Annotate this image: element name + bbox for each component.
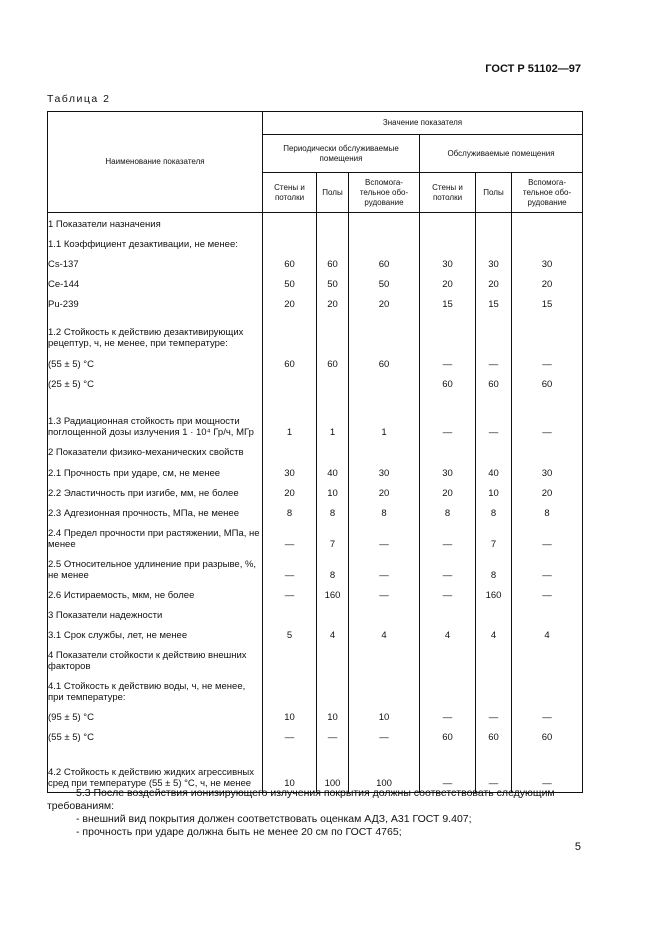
indicator-value: 30 (420, 461, 476, 482)
indicator-value (263, 233, 317, 253)
indicator-value (263, 441, 317, 461)
table-row (48, 441, 583, 461)
indicator-value: 8 (263, 502, 317, 522)
indicator-value (317, 313, 349, 352)
indicator-value (349, 675, 420, 706)
table-row (48, 584, 583, 604)
indicator-name: 2.2 Эластичность при изгибе, мм, не более (48, 482, 263, 502)
table-row (48, 273, 583, 293)
indicator-value (420, 675, 476, 706)
indicator-value (263, 313, 317, 352)
indicator-value: 60 (476, 726, 512, 746)
indicator-name: 1.2 Стойкость к действию дезактивирующих рецептур, ч, не менее, при температуре: (48, 313, 263, 352)
indicator-value (420, 644, 476, 675)
indicator-value (512, 213, 583, 233)
indicator-name: (55 ± 5) °С (48, 726, 263, 746)
indicator-value: 15 (476, 293, 512, 313)
indicator-value: 20 (349, 482, 420, 502)
indicator-value (476, 233, 512, 253)
indicator-value (317, 441, 349, 461)
indicator-value (263, 675, 317, 706)
indicator-value (349, 644, 420, 675)
indicator-value: 30 (263, 461, 317, 482)
indicator-value: — (263, 584, 317, 604)
indicator-value (512, 313, 583, 352)
document-code: ГОСТ Р 51102—97 (485, 63, 581, 75)
indicator-name: Ce-144 (48, 273, 263, 293)
indicator-value: 20 (420, 482, 476, 502)
paragraph-5-3: 5.3 После воздействия ионизирующего излучения покрытия должны соответствовать следующим требованиям: (47, 787, 555, 812)
indicator-value: 8 (349, 502, 420, 522)
indicator-value (317, 373, 349, 393)
table-row (48, 373, 583, 393)
indicator-value: 20 (317, 293, 349, 313)
table-row (48, 213, 583, 233)
indicator-value (420, 213, 476, 233)
table-row (48, 461, 583, 482)
indicator-value: 1 (317, 393, 349, 441)
requirement-impact-strength: - прочность при ударе должна быть не менее 20 см по ГОСТ 4765; (76, 826, 402, 838)
indicator-value (512, 233, 583, 253)
indicator-value: — (349, 553, 420, 584)
indicator-value: 60 (420, 373, 476, 393)
indicator-value: — (512, 553, 583, 584)
requirement-appearance: - внешний вид покрытия должен соответствовать оценкам АДЗ, А31 ГОСТ 9.407; (76, 813, 472, 825)
table-row (48, 604, 583, 624)
table-row (48, 624, 583, 644)
indicator-value: 30 (476, 253, 512, 273)
indicator-value: 20 (512, 482, 583, 502)
indicator-value: 8 (476, 502, 512, 522)
indicator-value (420, 313, 476, 352)
indicator-value: 30 (512, 253, 583, 273)
indicator-name: (25 ± 5) °С (48, 373, 263, 393)
indicator-value: 15 (512, 293, 583, 313)
table-row (48, 313, 583, 352)
indicator-value (420, 233, 476, 253)
indicator-value: 4 (349, 624, 420, 644)
indicator-value: 60 (476, 373, 512, 393)
indicator-name: (55 ± 5) °С (48, 352, 263, 373)
indicator-value: — (476, 706, 512, 726)
indicator-value (349, 441, 420, 461)
indicator-value: — (420, 553, 476, 584)
indicator-value: — (512, 393, 583, 441)
indicator-value: 10 (317, 482, 349, 502)
indicator-value (317, 604, 349, 624)
indicator-value (349, 213, 420, 233)
indicator-name: 1.3 Радиационная стойкость при мощности поглощенной дозы излучения 1 · 10⁴ Гр/ч, МГр (48, 393, 263, 441)
indicator-value: — (476, 393, 512, 441)
indicator-value (349, 313, 420, 352)
indicator-name: (95 ± 5) °С (48, 706, 263, 726)
table-row (48, 233, 583, 253)
header-equipment-serviced: Вспомога-тельное обо-рудование (512, 173, 583, 213)
table-row (48, 393, 583, 441)
indicator-value: 60 (420, 726, 476, 746)
indicator-value (420, 441, 476, 461)
indicator-value (349, 373, 420, 393)
table-row (48, 706, 583, 726)
indicator-name: 1.1 Коэффициент дезактивации, не менее: (48, 233, 263, 253)
indicator-value (512, 644, 583, 675)
indicator-value (263, 213, 317, 233)
indicator-value: — (512, 352, 583, 373)
indicator-value: 60 (263, 352, 317, 373)
indicator-value: 4 (317, 624, 349, 644)
indicator-value: 10 (349, 706, 420, 726)
header-indicator-name: Наименование показателя (48, 112, 263, 213)
indicator-value (420, 604, 476, 624)
indicator-value: 50 (263, 273, 317, 293)
indicator-value: — (420, 706, 476, 726)
table-row (48, 522, 583, 553)
indicator-value: 30 (512, 461, 583, 482)
indicator-name: 4.2 Стойкость к действию жидких агрессивных сред при температуре (55 ± 5) °С, ч, не менее (48, 746, 263, 793)
table-row (48, 253, 583, 273)
indicator-name: Cs-137 (48, 253, 263, 273)
indicator-value: 30 (349, 461, 420, 482)
indicator-value: 60 (512, 373, 583, 393)
table-row (48, 746, 583, 793)
header-floors-periodic: Полы (317, 173, 349, 213)
table-row (48, 553, 583, 584)
indicator-value: 60 (317, 253, 349, 273)
indicator-value (317, 233, 349, 253)
indicator-value: — (476, 352, 512, 373)
indicator-value: 60 (317, 352, 349, 373)
table-caption: Таблица 2 (47, 93, 111, 105)
indicator-value: 160 (317, 584, 349, 604)
indicator-value: 10 (476, 482, 512, 502)
indicator-name: 2.6 Истираемость, мкм, не более (48, 584, 263, 604)
indicator-value: — (476, 746, 512, 793)
indicator-value (476, 675, 512, 706)
indicator-value: 20 (263, 482, 317, 502)
indicator-value: 10 (263, 706, 317, 726)
indicator-value: — (349, 522, 420, 553)
indicator-value: 40 (476, 461, 512, 482)
indicator-value: 8 (476, 553, 512, 584)
indicator-value (263, 604, 317, 624)
indicator-name: Pu-239 (48, 293, 263, 313)
indicator-value: 50 (317, 273, 349, 293)
indicator-value: 60 (349, 352, 420, 373)
indicator-value: 50 (349, 273, 420, 293)
header-walls-serviced: Стены и потолки (420, 173, 476, 213)
indicator-value: 100 (317, 746, 349, 793)
indicator-value (476, 604, 512, 624)
indicator-value: 4 (420, 624, 476, 644)
indicator-value: 30 (420, 253, 476, 273)
header-walls-periodic: Стены и потолки (263, 173, 317, 213)
indicator-value: 20 (512, 273, 583, 293)
indicator-value (476, 441, 512, 461)
indicator-value (476, 213, 512, 233)
indicator-value (512, 604, 583, 624)
indicator-value (317, 675, 349, 706)
indicator-value: 20 (263, 293, 317, 313)
indicator-value: 15 (420, 293, 476, 313)
header-indicator-value: Значение показателя (263, 112, 583, 135)
indicator-value: — (420, 746, 476, 793)
header-serviced-rooms: Обслуживаемые помещения (420, 135, 583, 173)
indicator-value: — (263, 522, 317, 553)
page-number: 5 (574, 841, 581, 853)
indicator-value: — (349, 584, 420, 604)
indicator-value: 8 (420, 502, 476, 522)
indicator-value (512, 675, 583, 706)
indicator-name: 1 Показатели назначения (48, 213, 263, 233)
indicator-value: 60 (512, 726, 583, 746)
table-row (48, 726, 583, 746)
indicator-value: 5 (263, 624, 317, 644)
indicator-value (317, 213, 349, 233)
indicator-value: 7 (476, 522, 512, 553)
indicator-name: 2.1 Прочность при ударе, см, не менее (48, 461, 263, 482)
indicator-name: 2 Показатели физико-механических свойств (48, 441, 263, 461)
indicator-value: 20 (420, 273, 476, 293)
table-row (48, 293, 583, 313)
indicator-value: 8 (317, 553, 349, 584)
indicator-value: — (420, 584, 476, 604)
indicator-value: — (512, 746, 583, 793)
indicator-value: 60 (349, 253, 420, 273)
indicator-value: 4 (476, 624, 512, 644)
table-row (48, 352, 583, 373)
indicator-value: — (512, 522, 583, 553)
indicator-value (317, 644, 349, 675)
indicator-name: 4.1 Стойкость к действию воды, ч, не менее, при температуре: (48, 675, 263, 706)
header-floors-serviced: Полы (476, 173, 512, 213)
header-periodic-rooms: Периодически обслуживаемые помещения (263, 135, 420, 173)
indicator-value: — (420, 393, 476, 441)
indicator-value: 8 (512, 502, 583, 522)
indicator-value (476, 644, 512, 675)
table-row (48, 644, 583, 675)
indicator-value: — (512, 584, 583, 604)
indicator-name: 2.5 Относительное удлинение при разрыве, %, не менее (48, 553, 263, 584)
indicator-value: — (263, 553, 317, 584)
indicator-value: 10 (317, 706, 349, 726)
table-row (48, 675, 583, 706)
indicator-name: 2.3 Адгезионная прочность, МПа, не менее (48, 502, 263, 522)
indicator-name: 4 Показатели стойкости к действию внешних факторов (48, 644, 263, 675)
indicator-name: 3.1 Срок службы, лет, не менее (48, 624, 263, 644)
table-row (48, 502, 583, 522)
indicator-value: 4 (512, 624, 583, 644)
indicator-value: 8 (317, 502, 349, 522)
indicator-value: 40 (317, 461, 349, 482)
indicator-value: — (420, 352, 476, 373)
indicator-value: 10 (263, 746, 317, 793)
indicator-value (349, 604, 420, 624)
indicator-value: 100 (349, 746, 420, 793)
table-row (48, 482, 583, 502)
indicator-value: 7 (317, 522, 349, 553)
indicator-value: 1 (349, 393, 420, 441)
indicator-value: 60 (263, 253, 317, 273)
indicator-value (263, 373, 317, 393)
indicator-value (512, 441, 583, 461)
indicator-value (476, 313, 512, 352)
indicator-value (263, 644, 317, 675)
indicator-name: 3 Показатели надежности (48, 604, 263, 624)
indicators-table (47, 111, 583, 793)
indicator-value: 1 (263, 393, 317, 441)
indicator-value: — (263, 726, 317, 746)
indicator-value: — (512, 706, 583, 726)
indicator-value: — (317, 726, 349, 746)
indicator-value: — (420, 522, 476, 553)
indicator-value: 20 (476, 273, 512, 293)
indicator-value: 20 (349, 293, 420, 313)
indicator-value (349, 233, 420, 253)
indicator-value: 160 (476, 584, 512, 604)
indicator-name: 2.4 Предел прочности при растяжении, МПа, не менее (48, 522, 263, 553)
indicator-value: — (349, 726, 420, 746)
header-equipment-periodic: Вспомога-тельное обо-рудование (349, 173, 420, 213)
